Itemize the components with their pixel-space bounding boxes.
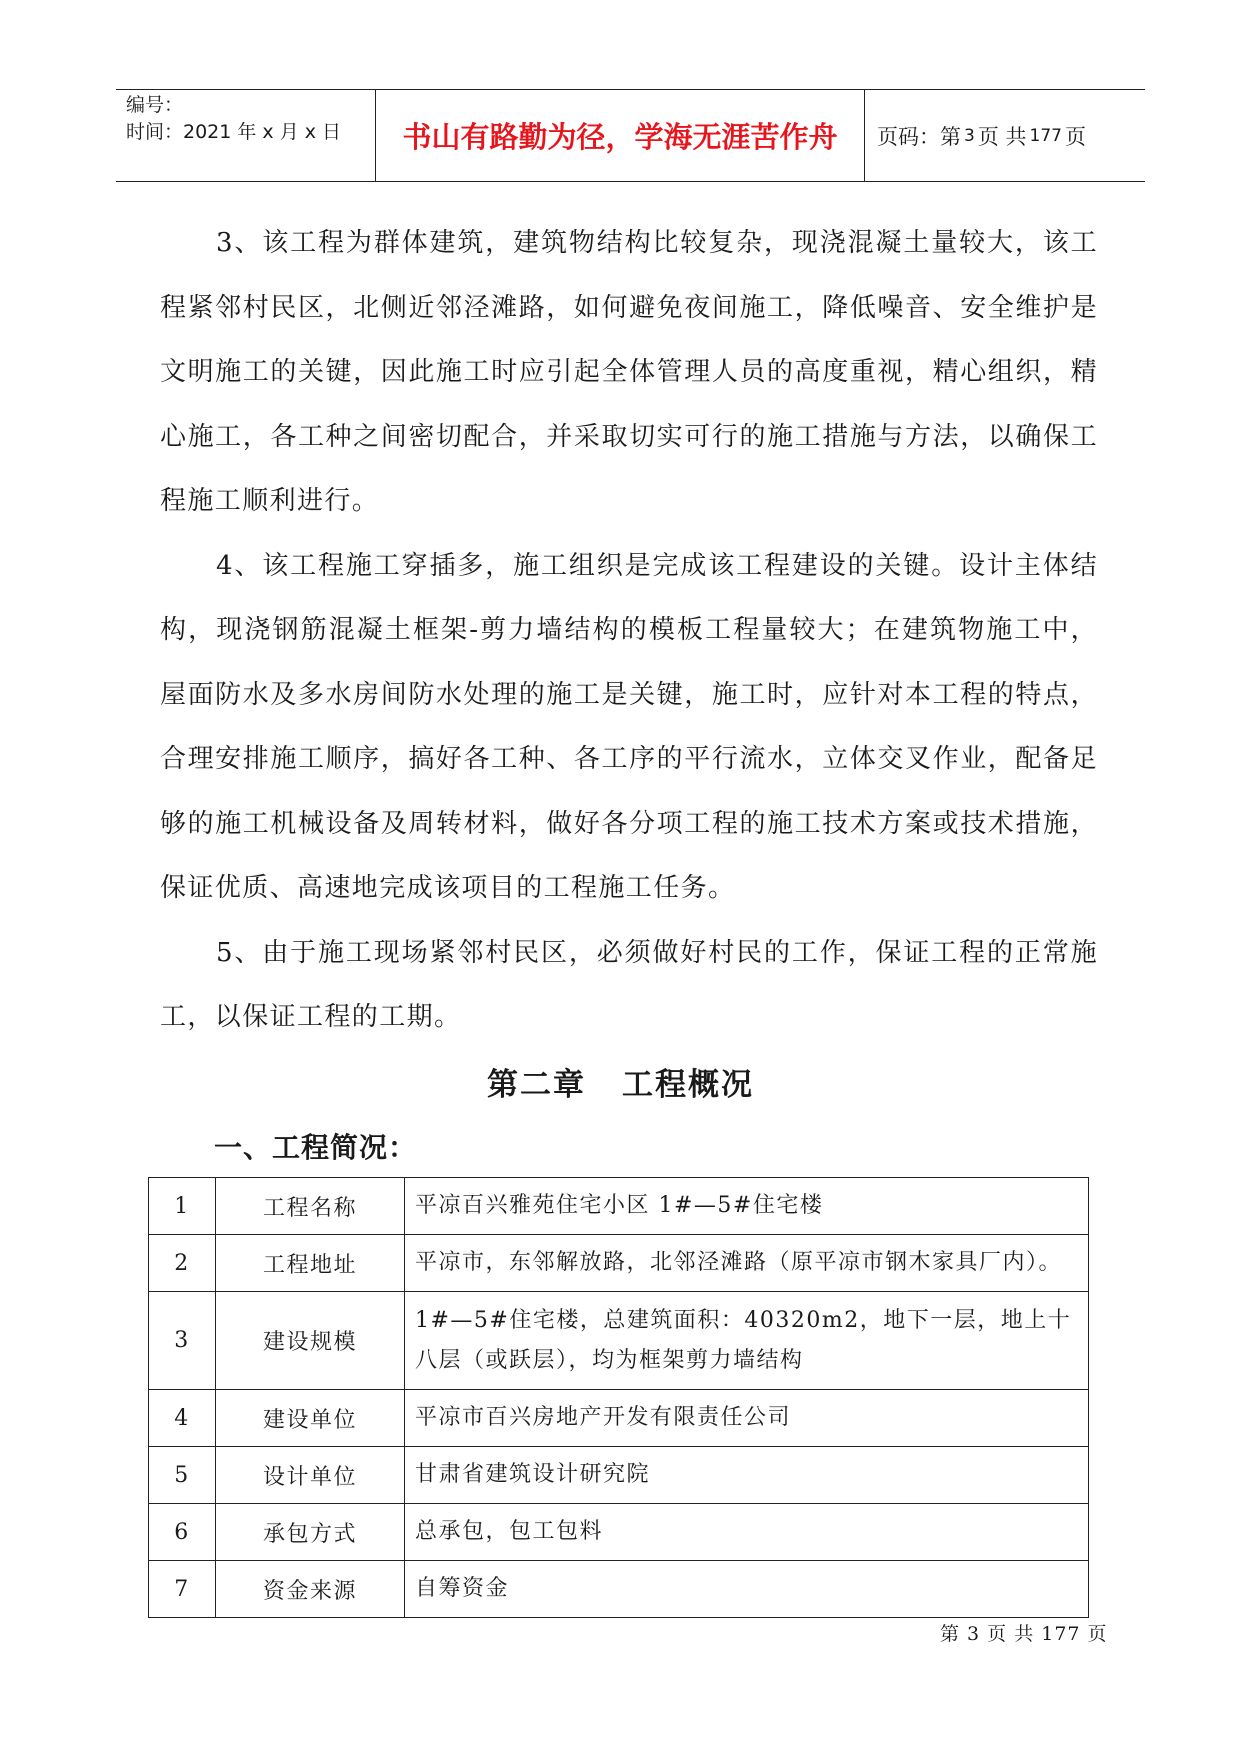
row-number: 5 <box>149 1447 216 1504</box>
row-number: 7 <box>149 1561 216 1618</box>
code-label: 编号： <box>126 94 184 116</box>
row-value: 1#—5#住宅楼，总建筑面积：40320m2，地下一层，地上十八层（或跃层），均为框架剪力墙结构 <box>405 1292 1089 1390</box>
row-number: 6 <box>149 1504 216 1561</box>
row-label: 承包方式 <box>216 1504 405 1561</box>
table-row <box>149 1447 1089 1504</box>
paragraph-5: 5、由于施工现场紧邻村民区，必须做好村民的工作，保证工程的正常施工，以保证工程的工期。 <box>160 937 1098 1032</box>
chapter-title: 工程概况 <box>622 1067 754 1103</box>
row-number: 1 <box>149 1178 216 1235</box>
header-meta <box>116 90 376 181</box>
row-number: 2 <box>149 1235 216 1292</box>
time-label: 时间：2021 年 x 月 x 日 <box>126 121 342 143</box>
page-prefix: 页码：第 <box>877 124 961 149</box>
table-row <box>149 1504 1089 1561</box>
row-value: 平凉市，东邻解放路，北邻泾滩路（原平凉市钢木家具厂内）。 <box>405 1235 1089 1292</box>
row-value: 平凉百兴雅苑住宅小区 1#—5#住宅楼 <box>405 1178 1089 1235</box>
row-value: 平凉市百兴房地产开发有限责任公司 <box>405 1390 1089 1447</box>
chapter-number: 第二章 <box>487 1067 586 1103</box>
table-row <box>149 1390 1089 1447</box>
chapter-heading <box>0 1063 1241 1107</box>
section-heading: 一、工程简况： <box>214 1131 418 1164</box>
project-info-table <box>148 1177 1089 1618</box>
paragraph-3: 3、该工程为群体建筑，建筑物结构比较复杂，现浇混凝土量较大，该工程紧邻村民区，北侧近邻泾滩路，如何避免夜间施工，降低噪音、安全维护是文明施工的关键，因此施工时应引起全体管理人员的高度重视，精心组织，精心施工，各工种之间密切配合，并采取切实可行的施工措施与方法，以确保工程施工顺利进行。 <box>160 228 1098 516</box>
row-label: 资金来源 <box>216 1561 405 1618</box>
row-label: 工程名称 <box>216 1178 405 1235</box>
table-row <box>149 1561 1089 1618</box>
row-label: 建设单位 <box>216 1390 405 1447</box>
paragraph-4: 4、该工程施工穿插多，施工组织是完成该工程建设的关键。设计主体结构，现浇钢筋混凝土框架-剪力墙结构的模板工程量较大；在建筑物施工中，屋面防水及多水房间防水处理的施工是关键，施工时，应针对本工程的特点，合理安排施工顺序，搞好各工种、各工序的平行流水，立体交叉作业，配备足够的施工机械设备及周转材料，做好各分项工程的施工技术方案或技术措施，保证优质、高速地完成该项目的工程施工任务。 <box>160 550 1098 903</box>
table-row <box>149 1178 1089 1235</box>
page-total: 177 <box>1029 125 1062 146</box>
page-header <box>116 89 1145 182</box>
row-value: 自筹资金 <box>405 1561 1089 1618</box>
row-value: 总承包，包工包料 <box>405 1504 1089 1561</box>
table-row <box>149 1235 1089 1292</box>
header-page-info <box>865 90 1145 181</box>
header-motto: 书山有路勤为径，学海无涯苦作舟 <box>376 90 865 181</box>
page-mid: 页 共 <box>977 124 1027 149</box>
row-value: 甘肃省建筑设计研究院 <box>405 1447 1089 1504</box>
row-label: 工程地址 <box>216 1235 405 1292</box>
page-suffix: 页 <box>1064 124 1086 149</box>
row-label: 建设规模 <box>216 1292 405 1390</box>
row-label: 设计单位 <box>216 1447 405 1504</box>
body-text <box>160 211 1098 1050</box>
table-row <box>149 1292 1089 1390</box>
row-number: 4 <box>149 1390 216 1447</box>
row-number: 3 <box>149 1292 216 1390</box>
page-footer: 第 3 页 共 177 页 <box>940 1623 1108 1645</box>
page-current: 3 <box>964 125 975 146</box>
